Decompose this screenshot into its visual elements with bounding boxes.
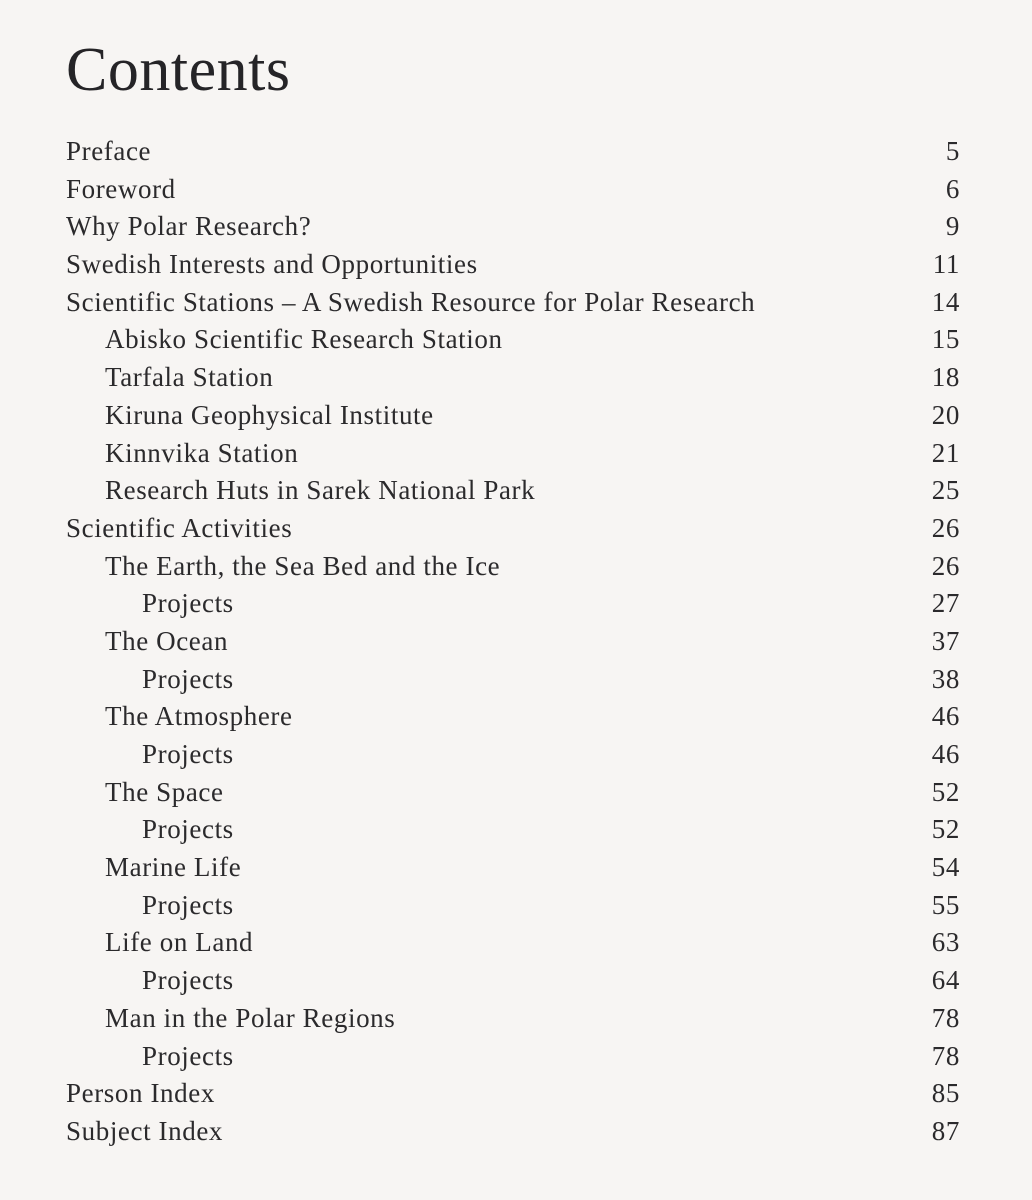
toc-entry bbox=[0, 999, 1032, 1037]
toc-entry-page-number: 46 bbox=[931, 739, 960, 769]
toc-entry-page-number: 85 bbox=[931, 1078, 960, 1109]
toc-entry bbox=[0, 622, 1032, 660]
toc-entry-label: Research Huts in Sarek National Park bbox=[105, 475, 536, 506]
toc-entry-label: Projects bbox=[142, 663, 234, 694]
toc-entry bbox=[0, 132, 1032, 170]
toc-entry-page-number: 14 bbox=[931, 286, 960, 317]
toc-entry bbox=[0, 471, 1032, 509]
toc-entry-page-number: 78 bbox=[931, 1040, 960, 1071]
page-title: Contents bbox=[66, 36, 291, 104]
toc-entry-label: The Ocean bbox=[105, 625, 229, 656]
toc-entry bbox=[0, 170, 1032, 208]
toc-entry-page-number: 6 bbox=[945, 173, 960, 204]
toc-entry-label: Why Polar Research? bbox=[66, 211, 312, 242]
toc-entry-label: Kinnvika Station bbox=[105, 437, 299, 468]
toc-entry-page-number: 25 bbox=[931, 475, 960, 506]
toc-entry-label: Preface bbox=[66, 136, 152, 166]
toc-entry bbox=[0, 547, 1032, 585]
toc-entry-page-number: 27 bbox=[931, 588, 960, 619]
toc-entry bbox=[0, 923, 1032, 961]
toc-entry-label: Abisko Scientific Research Station bbox=[105, 324, 503, 355]
toc-entry bbox=[0, 1037, 1032, 1075]
toc-entry bbox=[0, 886, 1032, 924]
toc-entry-label: Scientific Activities bbox=[66, 512, 293, 543]
toc-entry-label: Foreword bbox=[66, 173, 176, 204]
toc-entry-page-number: 78 bbox=[931, 1002, 960, 1033]
toc-entry-label: Projects bbox=[142, 889, 234, 920]
toc-entry bbox=[0, 358, 1032, 396]
toc-entry-label: Marine Life bbox=[105, 852, 242, 883]
toc-entry-page-number: 5 bbox=[945, 136, 960, 166]
toc-entry-page-number: 37 bbox=[931, 625, 960, 656]
toc-entry bbox=[0, 697, 1032, 735]
toc-entry bbox=[0, 773, 1032, 811]
toc-entry-label: Swedish Interests and Opportunities bbox=[66, 249, 478, 280]
toc-entry-page-number: 38 bbox=[931, 663, 960, 694]
toc-entry bbox=[0, 735, 1032, 773]
toc-entry-label: Tarfala Station bbox=[105, 362, 274, 393]
toc-entry-label: Projects bbox=[142, 814, 234, 845]
toc-entry-page-number: 15 bbox=[931, 324, 960, 355]
toc-entry-page-number: 26 bbox=[931, 512, 960, 543]
toc-entry bbox=[0, 245, 1032, 283]
toc-entry-page-number: 26 bbox=[931, 550, 960, 581]
toc-entry-page-number: 9 bbox=[945, 211, 960, 242]
toc-entry bbox=[0, 810, 1032, 848]
toc-entry bbox=[0, 509, 1032, 547]
toc-entry-page-number: 63 bbox=[931, 927, 960, 958]
toc-entry-page-number: 20 bbox=[931, 399, 960, 430]
toc-entry-label: The Earth, the Sea Bed and the Ice bbox=[105, 550, 501, 581]
toc-entry-label: Man in the Polar Regions bbox=[105, 1002, 396, 1033]
toc-entry-label: Projects bbox=[142, 739, 234, 769]
toc-entry-label: Projects bbox=[142, 588, 234, 619]
toc-entry bbox=[0, 660, 1032, 698]
toc-entry-page-number: 18 bbox=[931, 362, 960, 393]
toc-entry-label: Projects bbox=[142, 1040, 234, 1071]
toc-entry bbox=[0, 283, 1032, 321]
toc-entry-page-number: 52 bbox=[931, 776, 960, 807]
toc-entry-label: Person Index bbox=[66, 1078, 215, 1109]
toc-entry bbox=[0, 961, 1032, 999]
toc-entry-page-number: 64 bbox=[931, 965, 960, 996]
toc-entry bbox=[0, 434, 1032, 472]
toc-entry bbox=[0, 207, 1032, 245]
toc-entry-label: Projects bbox=[142, 965, 234, 996]
toc-entry bbox=[0, 320, 1032, 358]
toc-entry-page-number: 21 bbox=[931, 437, 960, 468]
toc-entry-label: The Atmosphere bbox=[105, 701, 293, 732]
toc-entry-label: Kiruna Geophysical Institute bbox=[105, 399, 434, 430]
toc-entry-page-number: 55 bbox=[931, 889, 960, 920]
toc-entry-page-number: 52 bbox=[931, 814, 960, 845]
toc-entry bbox=[0, 396, 1032, 434]
toc-entry-page-number: 11 bbox=[932, 249, 960, 280]
toc-entry-page-number: 87 bbox=[931, 1115, 960, 1146]
toc-entry-page-number: 46 bbox=[931, 701, 960, 732]
toc-entry bbox=[0, 1112, 1032, 1150]
toc-entry bbox=[0, 848, 1032, 886]
table-of-contents bbox=[0, 132, 1032, 1150]
toc-entry bbox=[0, 1074, 1032, 1112]
toc-entry-label: Life on Land bbox=[105, 927, 254, 958]
toc-entry-label: The Space bbox=[105, 776, 224, 807]
toc-entry-page-number: 54 bbox=[931, 852, 960, 883]
toc-entry bbox=[0, 584, 1032, 622]
toc-entry-label: Subject Index bbox=[66, 1115, 224, 1146]
toc-entry-label: Scientific Stations – A Swedish Resource for Polar Research bbox=[66, 286, 756, 317]
